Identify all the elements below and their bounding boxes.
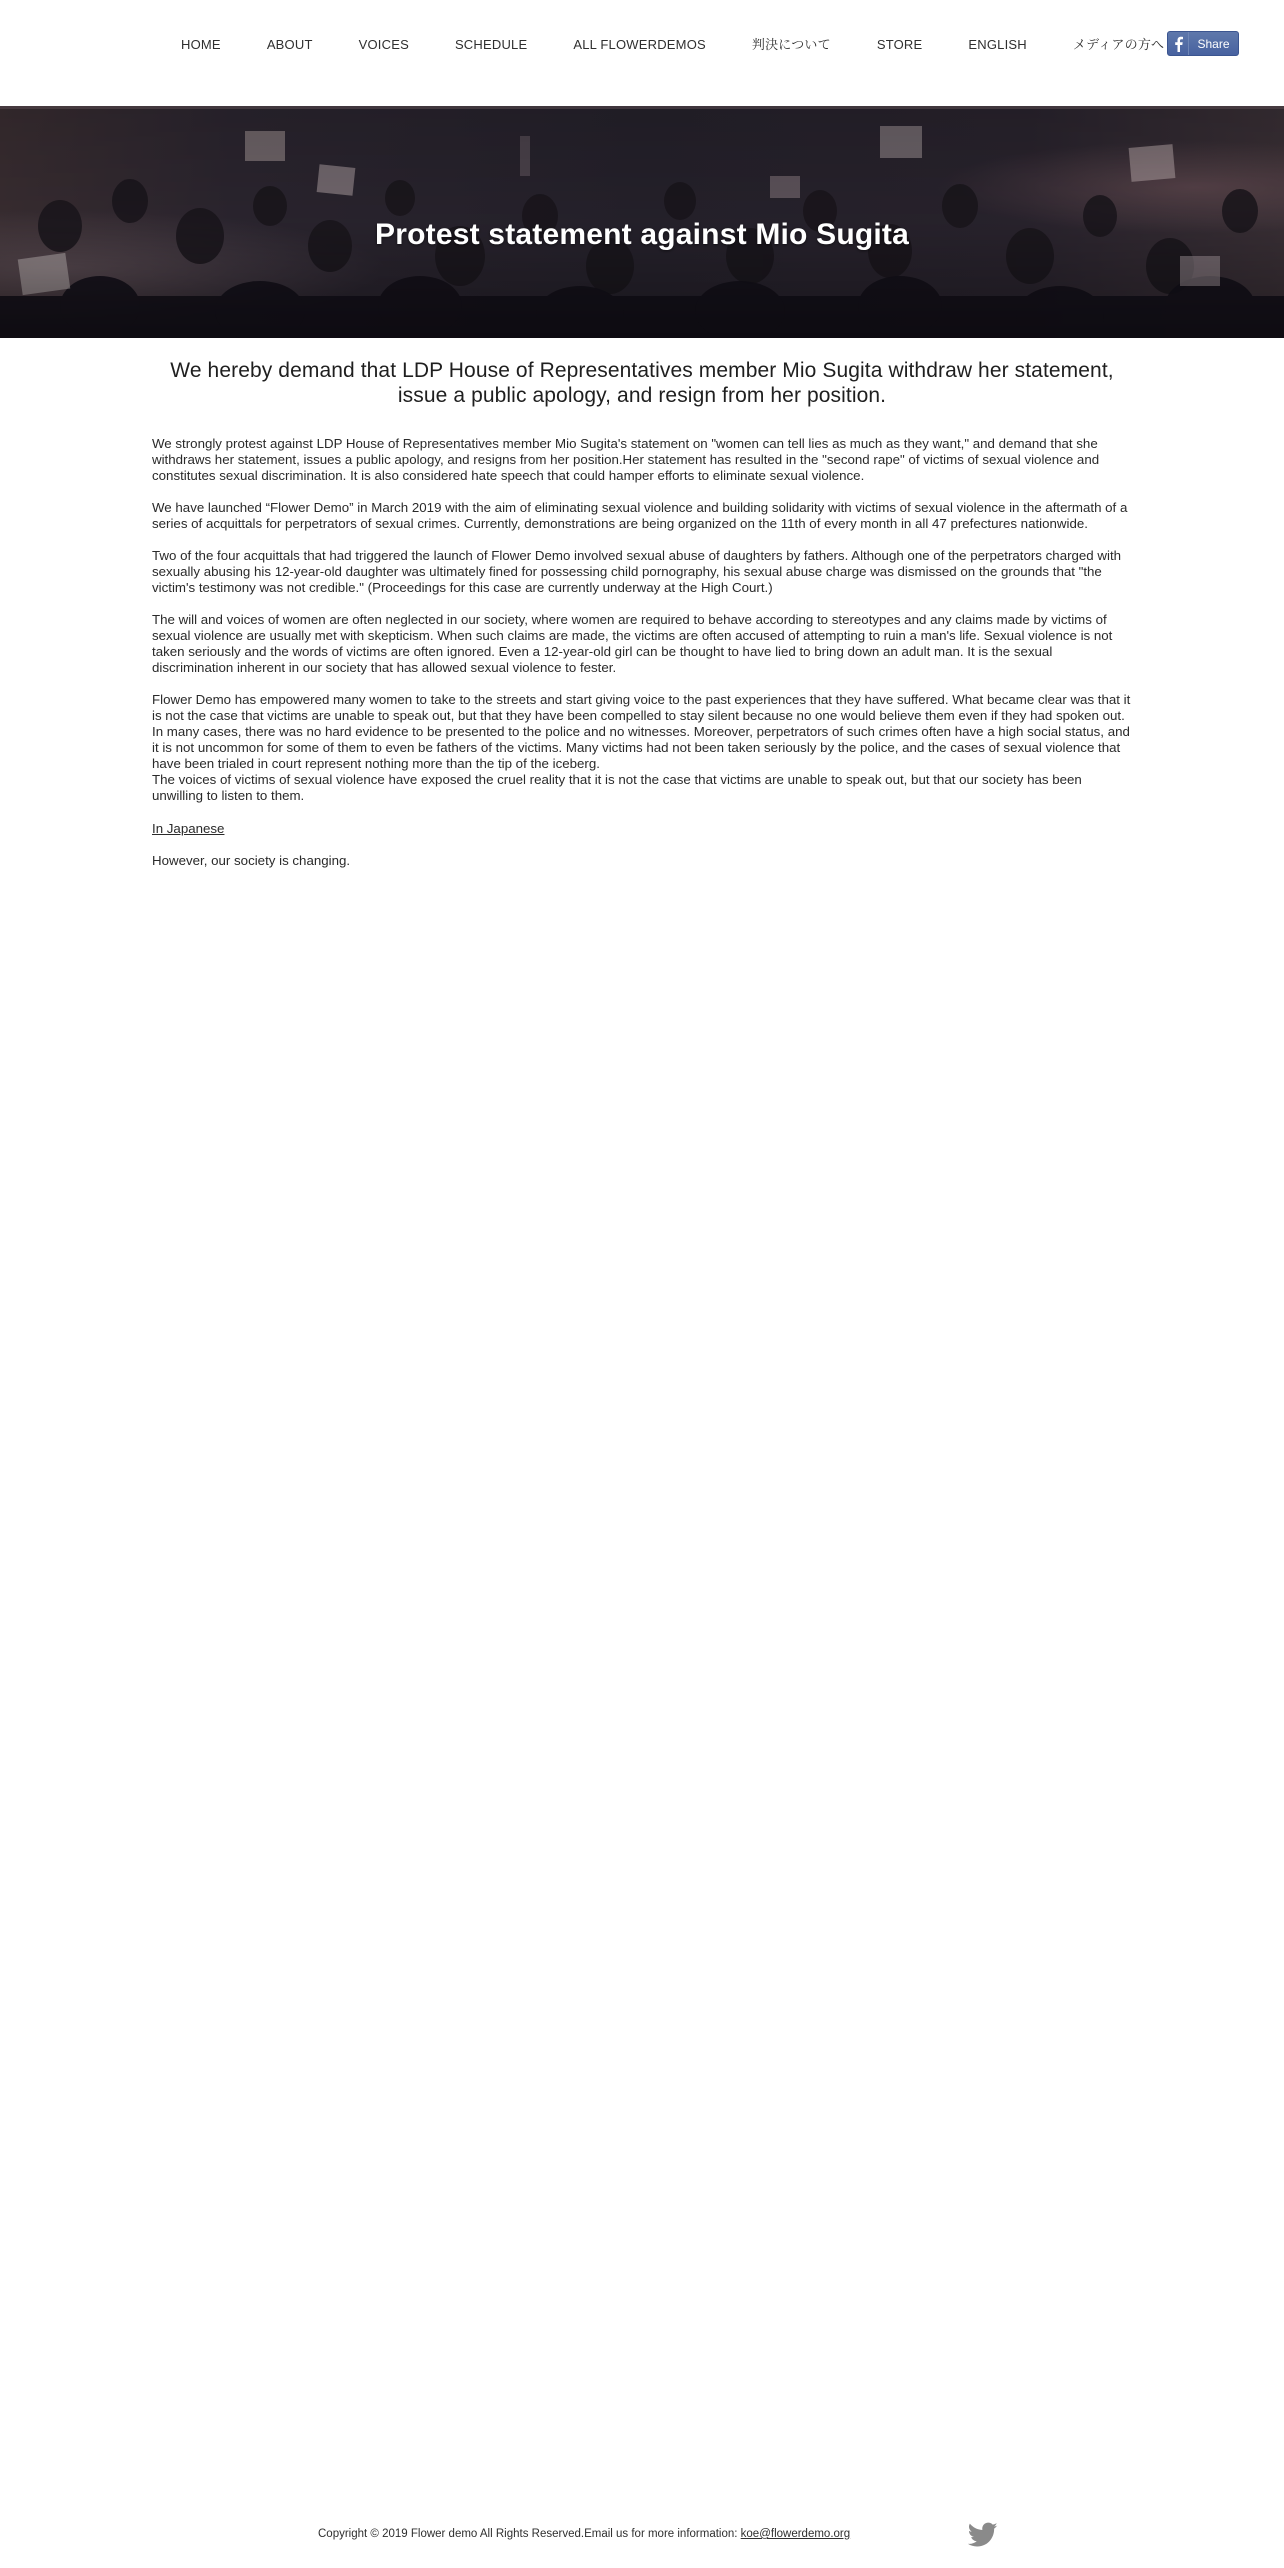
article-paragraph: The voices of victims of sexual violence have exposed the cruel reality that it is not the case that victims are unable to speak out, but that our society has been unwilling to listen to them.	[152, 772, 1082, 803]
nav-item-store[interactable]: STORE	[876, 37, 923, 52]
article	[152, 358, 1132, 885]
article-paragraph: We have launched “Flower Demo” in March 2019 with the aim of eliminating sexual violence and building solidarity with victims of sexual violence in the aftermath of a series of acquittals for perpetrators of sexual crimes. Currently, demonstrations are being organized on the 11th of every month in all 47 prefectures nationwide.	[152, 500, 1128, 531]
site-footer	[0, 2520, 1284, 2550]
twitter-icon	[968, 2522, 998, 2548]
nav-item-about[interactable]: ABOUT	[266, 37, 313, 52]
facebook-icon	[1168, 32, 1189, 55]
article-paragraph: Flower Demo has empowered many women to take to the streets and start giving voice to the past experiences that they have suffered. What became clear was that it is not the case that victims are unable to speak out, but that they have been compelled to stay silent because no one would believe them even if they had spoken out. In many cases, there was no hard evidence to be presented to the police and no witnesses. Moreover, perpetrators of such crimes often have a high social status, and it is not uncommon for some of them to even be fathers of the victims. Many victims had not been taken seriously by the police, and the cases of sexual violence that have been trialed in court represent nothing more than the tip of the iceberg.	[152, 692, 1131, 771]
contact-email-link[interactable]: koe@flowerdemo.org	[740, 2528, 851, 2540]
hero-title: Protest statement against Mio Sugita	[375, 218, 909, 252]
article-paragraph: The will and voices of women are often neglected in our society, where women are required to behave according to stereotypes and any claims made by victims of sexual violence are usually met with skepticism. When such claims are made, the victims are often accused of attempting to ruin a man's life. Sexual violence is not taken seriously and the words of victims are often ignored. Even a 12-year-old girl can be thought to have lied to bring down an adult man. It is the sexual discrimination inherent in our society that has allowed sexual violence to fester.	[152, 612, 1113, 675]
nav-item-media[interactable]: メディアの方へ	[1072, 37, 1165, 52]
site-header	[0, 0, 1284, 106]
copyright-text	[318, 2528, 850, 2540]
nav-item-voices[interactable]: VOICES	[358, 37, 409, 52]
hero-banner	[0, 106, 1284, 338]
nav-item-schedule[interactable]: SCHEDULE	[454, 37, 528, 52]
nav-item-all-flowerdemos[interactable]: ALL FLOWERDEMOS	[573, 37, 706, 52]
article-heading: We hereby demand that LDP House of Representatives member Mio Sugita withdraw her statement, issue a public apology, and resign from her position.	[170, 359, 1114, 407]
copyright-label: Copyright © 2019 Flower demo All Rights Reserved.Email us for more information:	[318, 2528, 741, 2540]
nav-item-home[interactable]: HOME	[181, 37, 221, 52]
article-paragraph: We strongly protest against LDP House of Representatives member Mio Sugita's statement on "women can tell lies as much as they want," and demand that she withdraws her statement, issues a public apology, and resigns from her position.Her statement has resulted in the "second rape" of victims of sexual violence and constitutes sexual discrimination. It is also considered hate speech that could hamper efforts to eliminate sexual violence.	[152, 436, 1100, 483]
main-nav	[158, 30, 1187, 60]
japanese-version-link[interactable]: In Japanese	[152, 821, 225, 836]
facebook-share-button[interactable]	[1167, 31, 1239, 56]
article-paragraph: Two of the four acquittals that had triggered the launch of Flower Demo involved sexual abuse of daughters by fathers. Although one of the perpetrators charged with sexually abusing his 12-year-old daughter was ultimately fined for possessing child pornography, his sexual abuse charge was dismissed on the grounds that "the victim's testimony was not credible." (Proceedings for this case are currently underway at the High Court.)	[152, 548, 1122, 595]
twitter-link[interactable]	[968, 2522, 998, 2548]
nav-item-verdicts[interactable]: 判決について	[751, 37, 831, 52]
facebook-share-label: Share	[1197, 36, 1230, 51]
nav-item-english[interactable]: ENGLISH	[968, 37, 1027, 52]
article-closing: However, our society is changing.	[152, 853, 351, 868]
